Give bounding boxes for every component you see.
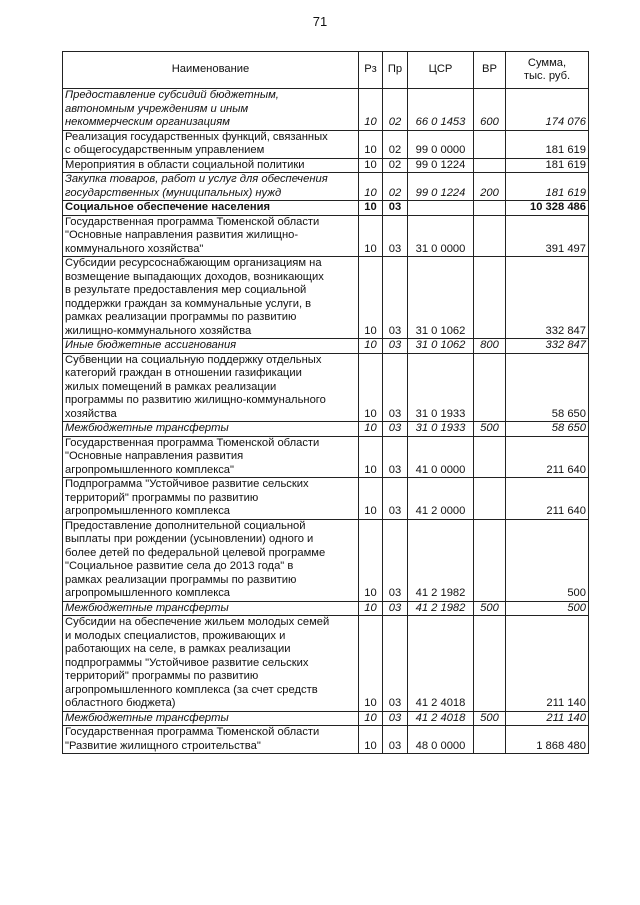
row-name-cell: Субсидии ресурсоснабжающим организациям на возмещение выпадающих доходов, возникающих в результате предоставления мер социальной поддержки граждан за коммунальные услуги, в рамках реализации программы по развитию жилищно-коммунального хозяйства (63, 257, 359, 339)
row-rz-cell: 10 (359, 711, 383, 726)
row-csr-cell: 31 0 1062 (408, 339, 474, 354)
table-row (63, 130, 589, 158)
row-rz-cell: 10 (359, 201, 383, 216)
row-sum-cell: 181 619 (506, 173, 589, 201)
row-vr-cell: 500 (474, 601, 506, 616)
row-vr-cell (474, 616, 506, 712)
row-name-cell: Предоставление субсидий бюджетным, автономным учреждениям и иным некоммерческим организациям (63, 89, 359, 131)
row-csr-cell: 99 0 1224 (408, 158, 474, 173)
row-vr-cell (474, 519, 506, 601)
table-row (63, 519, 589, 601)
table-row (63, 173, 589, 201)
row-sum-cell: 181 619 (506, 130, 589, 158)
table-row (63, 215, 589, 257)
row-vr-cell (474, 436, 506, 478)
budget-table (62, 51, 589, 754)
row-sum-cell: 211 140 (506, 616, 589, 712)
row-pr-cell: 03 (383, 436, 408, 478)
row-pr-cell: 03 (383, 353, 408, 422)
row-name-cell: Подпрограмма "Устойчивое развитие сельских территорий" программы по развитию агропромышленного комплекса (63, 478, 359, 520)
row-pr-cell: 02 (383, 173, 408, 201)
row-pr-cell: 03 (383, 616, 408, 712)
header-pr: Пр (383, 52, 408, 89)
header-vr: ВР (474, 52, 506, 89)
row-rz-cell: 10 (359, 478, 383, 520)
row-sum-cell: 211 140 (506, 711, 589, 726)
row-vr-cell (474, 130, 506, 158)
header-name: Наименование (63, 52, 359, 89)
row-rz-cell: 10 (359, 353, 383, 422)
row-sum-cell: 174 076 (506, 89, 589, 131)
row-rz-cell: 10 (359, 422, 383, 437)
row-sum-cell: 332 847 (506, 339, 589, 354)
row-sum-cell: 58 650 (506, 422, 589, 437)
row-vr-cell (474, 353, 506, 422)
row-name-cell: Межбюджетные трансферты (63, 711, 359, 726)
row-name-cell: Социальное обеспечение населения (63, 201, 359, 216)
row-pr-cell: 03 (383, 257, 408, 339)
row-name-cell: Предоставление дополнительной социальной выплаты при рождении (усыновлении) одного и более детей по федеральной целевой программе "Социальное развитие села до 2013 года" в рамках реализации программы по развитию агропромышленного комплекса (63, 519, 359, 601)
row-rz-cell: 10 (359, 158, 383, 173)
table-row (63, 478, 589, 520)
row-pr-cell: 02 (383, 158, 408, 173)
row-rz-cell: 10 (359, 89, 383, 131)
header-csr: ЦСР (408, 52, 474, 89)
row-vr-cell (474, 726, 506, 754)
row-csr-cell: 31 0 1933 (408, 422, 474, 437)
row-csr-cell: 41 2 4018 (408, 711, 474, 726)
row-pr-cell: 03 (383, 478, 408, 520)
row-csr-cell (408, 201, 474, 216)
row-pr-cell: 03 (383, 339, 408, 354)
header-sum: Сумма, тыс. руб. (506, 52, 589, 89)
row-name-cell: Мероприятия в области социальной политики (63, 158, 359, 173)
table-row (63, 601, 589, 616)
table-row (63, 353, 589, 422)
row-rz-cell: 10 (359, 339, 383, 354)
row-name-cell: Субвенции на социальную поддержку отдельных категорий граждан в отношении газификации жилых помещений в рамках реализации программы по развитию жилищно-коммунального хозяйства (63, 353, 359, 422)
row-pr-cell: 03 (383, 711, 408, 726)
row-sum-cell: 332 847 (506, 257, 589, 339)
row-vr-cell (474, 158, 506, 173)
row-rz-cell: 10 (359, 257, 383, 339)
table-row (63, 201, 589, 216)
row-pr-cell: 03 (383, 201, 408, 216)
row-rz-cell: 10 (359, 436, 383, 478)
row-sum-cell: 211 640 (506, 436, 589, 478)
row-vr-cell: 800 (474, 339, 506, 354)
row-csr-cell: 48 0 0000 (408, 726, 474, 754)
row-rz-cell: 10 (359, 215, 383, 257)
row-name-cell: Субсидии на обеспечение жильем молодых семей и молодых специалистов, проживающих и работающих на селе, в рамках реализации подпрограммы "Устойчивое развитие сельских территорий" программы по развитию агропромышленного комплекса (за счет средств областного бюджета) (63, 616, 359, 712)
row-pr-cell: 03 (383, 215, 408, 257)
row-vr-cell (474, 201, 506, 216)
header-rz: Рз (359, 52, 383, 89)
row-name-cell: Иные бюджетные ассигнования (63, 339, 359, 354)
row-vr-cell: 500 (474, 422, 506, 437)
row-name-cell: Государственная программа Тюменской области "Развитие жилищного строительства" (63, 726, 359, 754)
row-pr-cell: 03 (383, 726, 408, 754)
row-name-cell: Межбюджетные трансферты (63, 422, 359, 437)
row-csr-cell: 99 0 0000 (408, 130, 474, 158)
row-csr-cell: 31 0 0000 (408, 215, 474, 257)
table-row (63, 89, 589, 131)
table-row (63, 422, 589, 437)
row-sum-cell: 500 (506, 601, 589, 616)
row-sum-cell: 391 497 (506, 215, 589, 257)
row-rz-cell: 10 (359, 601, 383, 616)
table-body (63, 89, 589, 754)
row-vr-cell (474, 257, 506, 339)
row-vr-cell: 500 (474, 711, 506, 726)
row-csr-cell: 41 2 0000 (408, 478, 474, 520)
row-name-cell: Государственная программа Тюменской области "Основные направления развития агропромышленного комплекса" (63, 436, 359, 478)
row-name-cell: Закупка товаров, работ и услуг для обеспечения государственных (муниципальных) нужд (63, 173, 359, 201)
table-row (63, 616, 589, 712)
row-pr-cell: 02 (383, 130, 408, 158)
row-csr-cell: 41 0 0000 (408, 436, 474, 478)
row-pr-cell: 02 (383, 89, 408, 131)
row-csr-cell: 31 0 1062 (408, 257, 474, 339)
row-sum-cell: 10 328 486 (506, 201, 589, 216)
row-csr-cell: 41 2 1982 (408, 519, 474, 601)
row-name-cell: Межбюджетные трансферты (63, 601, 359, 616)
table-row (63, 726, 589, 754)
row-vr-cell: 200 (474, 173, 506, 201)
row-csr-cell: 41 2 1982 (408, 601, 474, 616)
row-rz-cell: 10 (359, 173, 383, 201)
row-rz-cell: 10 (359, 616, 383, 712)
table-row (63, 339, 589, 354)
row-sum-cell: 211 640 (506, 478, 589, 520)
row-rz-cell: 10 (359, 726, 383, 754)
row-sum-cell: 1 868 480 (506, 726, 589, 754)
row-pr-cell: 03 (383, 422, 408, 437)
page-number: 71 (312, 14, 328, 29)
row-rz-cell: 10 (359, 519, 383, 601)
table-header-row (63, 52, 589, 89)
row-name-cell: Государственная программа Тюменской области "Основные направления развития жилищно- коммунального хозяйства" (63, 215, 359, 257)
row-vr-cell (474, 215, 506, 257)
row-csr-cell: 66 0 1453 (408, 89, 474, 131)
row-sum-cell: 181 619 (506, 158, 589, 173)
row-vr-cell (474, 478, 506, 520)
row-rz-cell: 10 (359, 130, 383, 158)
row-pr-cell: 03 (383, 519, 408, 601)
table-row (63, 711, 589, 726)
table-row (63, 257, 589, 339)
table-row (63, 158, 589, 173)
row-csr-cell: 99 0 1224 (408, 173, 474, 201)
row-vr-cell: 600 (474, 89, 506, 131)
row-sum-cell: 500 (506, 519, 589, 601)
row-csr-cell: 31 0 1933 (408, 353, 474, 422)
row-name-cell: Реализация государственных функций, связанных с общегосударственным управлением (63, 130, 359, 158)
table-row (63, 436, 589, 478)
row-sum-cell: 58 650 (506, 353, 589, 422)
row-csr-cell: 41 2 4018 (408, 616, 474, 712)
row-pr-cell: 03 (383, 601, 408, 616)
